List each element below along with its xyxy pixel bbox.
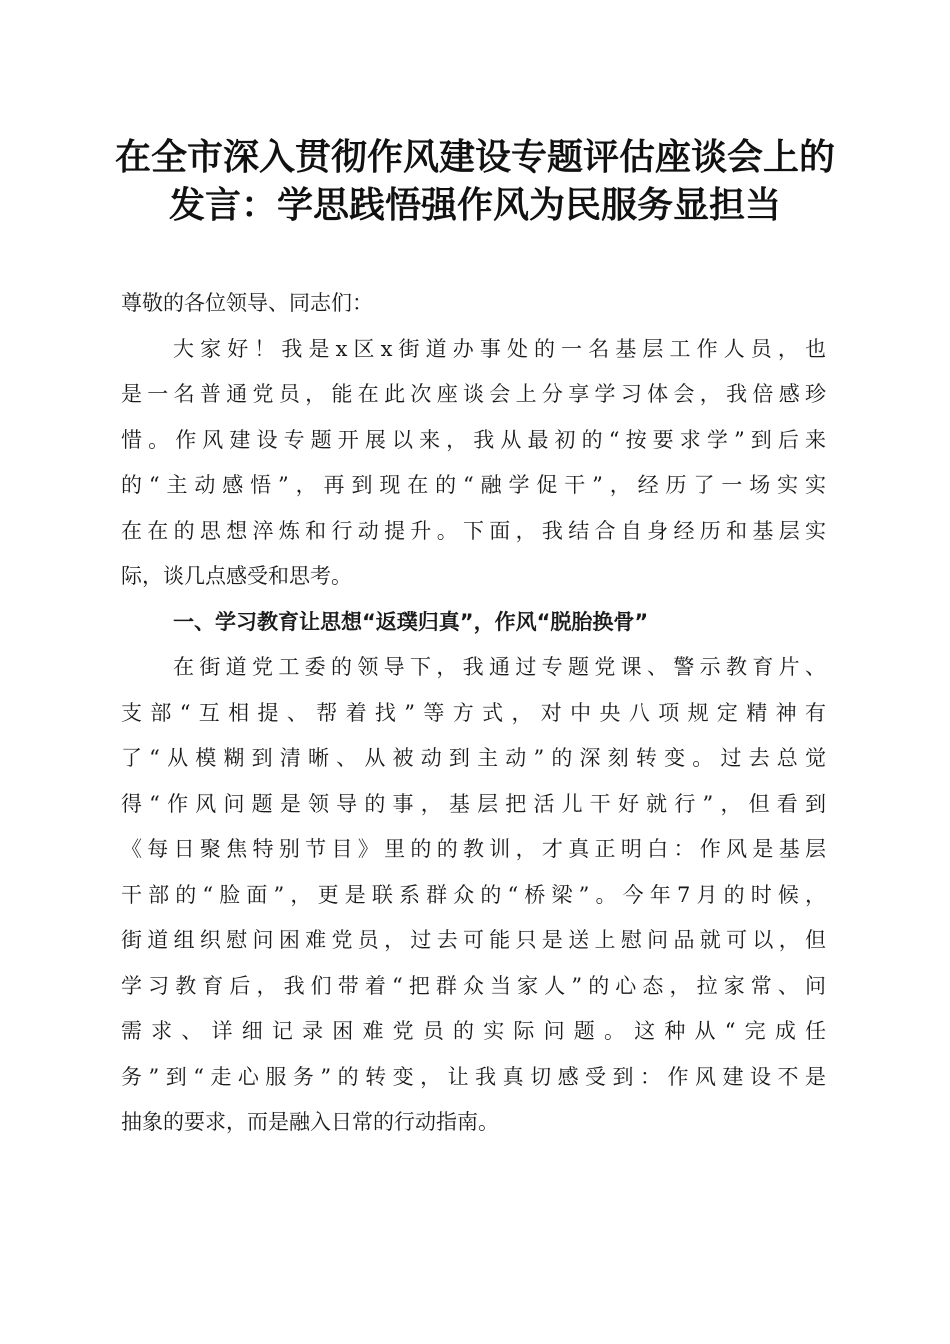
title-line: 在全市深入贯彻作风建设专题评估座谈会上的: [114, 136, 835, 178]
salutation: 尊敬的各位领导、同志们：: [121, 291, 373, 315]
paragraph-line: 需求、详细记录困难党员的实际问题。这种从“完成任: [121, 1019, 826, 1043]
paragraph-line: 在街道党工委的领导下，我通过专题党课、警示教育片、: [173, 655, 826, 679]
paragraph-line: 大家好！我是x区x街道办事处的一名基层工作人员，也: [173, 336, 826, 361]
paragraph-line: 了“从模糊到清晰、从被动到主动”的深刻转变。过去总觉: [121, 746, 826, 770]
paragraph-line: 惜。作风建设专题开展以来，我从最初的“按要求学”到后来: [121, 427, 826, 452]
document-title: [100, 133, 850, 229]
paragraph-line: 支部“互相提、帮着找”等方式，对中央八项规定精神有: [121, 700, 826, 725]
paragraph-line: 务”到“走心服务”的转变，让我真切感受到：作风建设不是: [121, 1064, 826, 1089]
paragraph-line: 在在的思想淬炼和行动提升。下面，我结合自身经历和基层实: [121, 518, 826, 543]
paragraph-line: 街道组织慰问困难党员，过去可能只是送上慰问品就可以，但: [121, 928, 826, 952]
paragraph-line: 的“主动感悟”，再到现在的“融学促干”，经历了一场实实: [121, 473, 826, 497]
document-body: [121, 281, 826, 1146]
paragraph-line: 干部的“脸面”，更是联系群众的“桥梁”。今年7月的时候，: [121, 882, 826, 907]
paragraph-line: 抽象的要求，而是融入日常的行动指南。: [121, 1110, 499, 1134]
paragraph-line: 际，谈几点感受和思考。: [121, 564, 352, 588]
paragraph-line: 《每日聚焦特别节目》里的的教训，才真正明白：作风是基层: [121, 837, 826, 861]
section-heading: 一、学习教育让思想“返璞归真”，作风“脱胎换骨”: [173, 609, 649, 634]
paragraph-line: 得“作风问题是领导的事，基层把活儿干好就行”，但看到: [121, 791, 826, 816]
paragraph-line: 是一名普通党员，能在此次座谈会上分享学习体会，我倍感珍: [121, 382, 826, 406]
title-line: 发言：学思践悟强作风为民服务显担当: [168, 184, 781, 226]
paragraph-line: 学习教育后，我们带着“把群众当家人”的心态，拉家常、问: [121, 973, 826, 998]
